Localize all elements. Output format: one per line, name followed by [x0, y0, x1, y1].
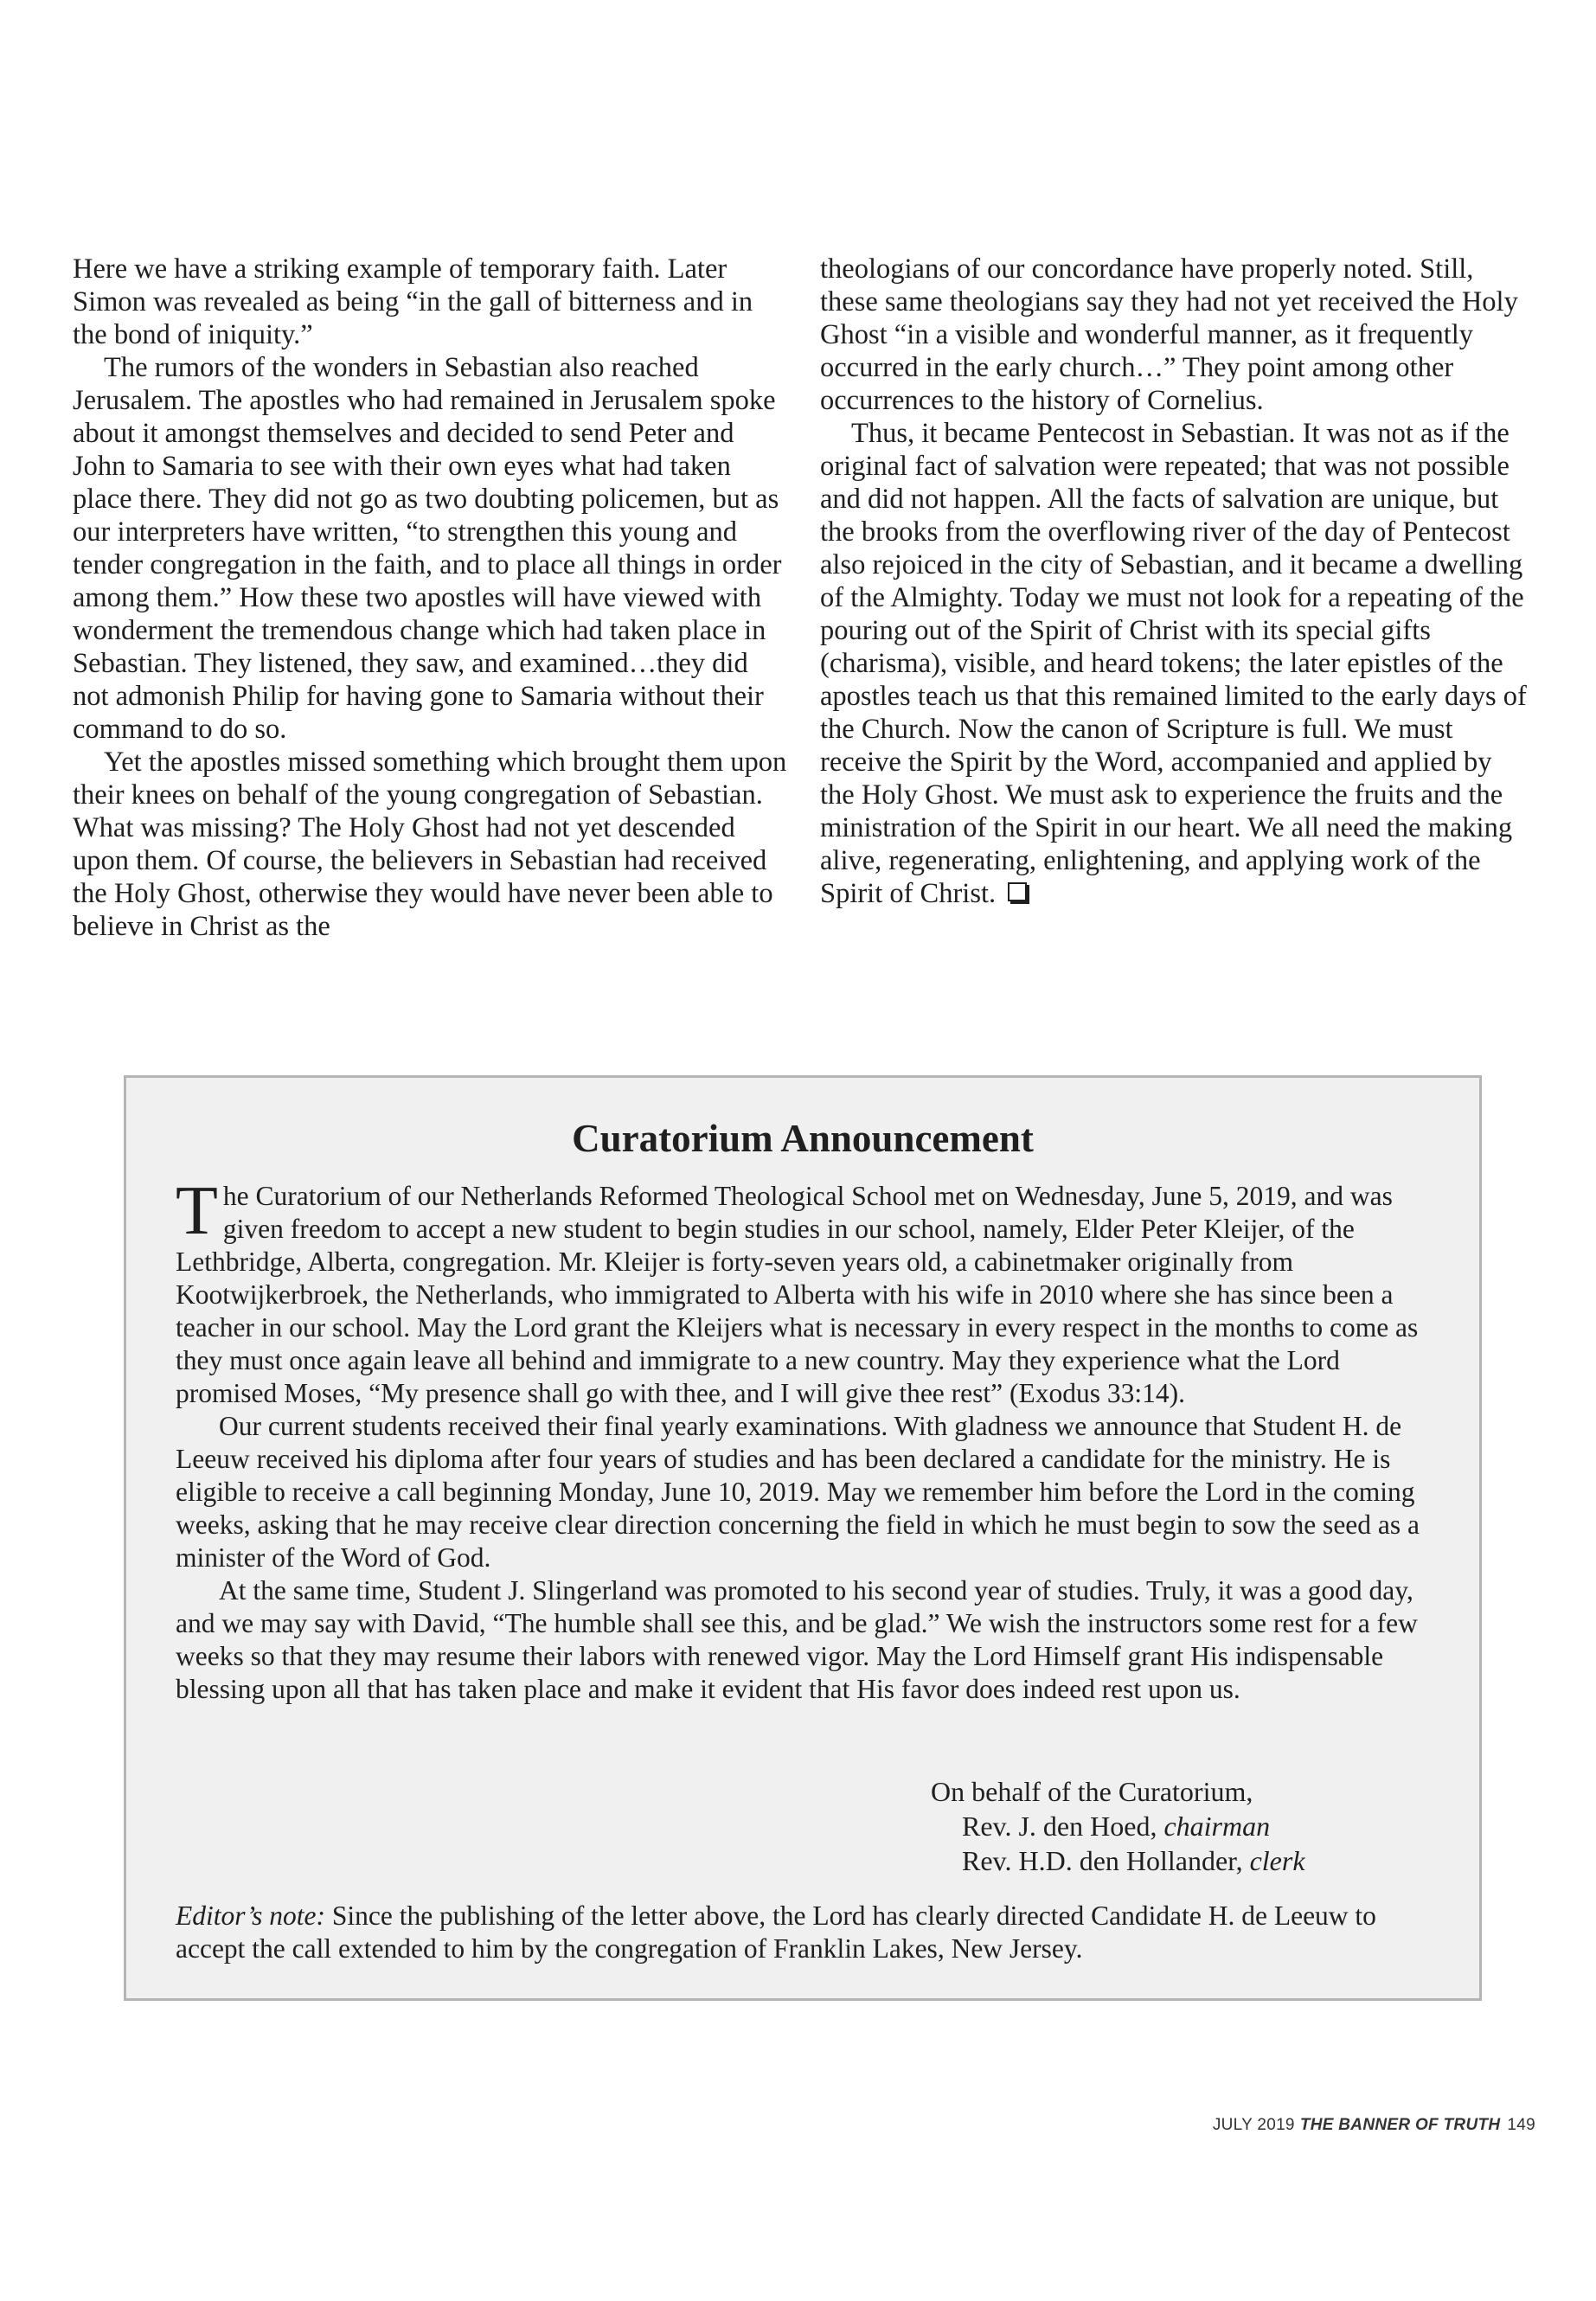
announcement-paragraph: At the same time, Student J. Slingerland was promoted to his second year of studies. Truly, it was a good day, and we may say with David, “The humble shall see this, and be glad.” We wish the instructors some rest for a few weeks so that they may resume their labors with renewed vigor. May the Lord Himself grant His indispensable blessing upon all that has taken place and make it evident that His favor does indeed rest upon us. — [176, 1575, 1418, 1704]
article-paragraph: theologians of our concordance have properly noted. Still, these same theologians say they had not yet received the Holy Ghost “in a visible and wonderful manner, as it frequently occurred in the early church…” They point among other occurrences to the history of Cornelius. — [820, 253, 1518, 416]
chairman-name: Rev. J. den Hoed, — [962, 1811, 1164, 1842]
end-of-article-icon — [1008, 882, 1027, 901]
article-left-column — [73, 253, 791, 943]
article-paragraph: Here we have a striking example of temporary faith. Later Simon was revealed as being “in the gall of bitterness and in the bond of iniquity.” — [73, 253, 753, 350]
drop-cap: T — [176, 1173, 218, 1249]
signature-chairman — [931, 1809, 1305, 1843]
editor-note — [176, 1900, 1430, 1965]
announcement-body — [176, 1173, 1430, 1706]
article-paragraph: Yet the apostles missed something which brought them upon their knees on behalf of the young congregation of Sebastian. What was missing? The Holy Ghost had not yet descended upon them. Of course, the believers in Sebastian had received the Holy Ghost, otherwise they would have never been able to believe in Christ as the — [73, 747, 787, 942]
footer-issue: JULY 2019 — [1212, 2116, 1295, 2134]
footer-publication: THE BANNER OF TRUTH — [1299, 2116, 1501, 2134]
article-right-column — [820, 253, 1529, 910]
page-footer — [1213, 2116, 1535, 2135]
footer-page-number: 149 — [1507, 2116, 1535, 2134]
editor-note-label: Editor’s note: — [176, 1900, 325, 1931]
article-paragraph-text: Thus, it became Pentecost in Sebastian. It was not as if the original fact of salvation were repeated; that was not possible and did not happen. All the facts of salvation are unique, but the brooks from the overflowing river of the day of Pentecost also rejoiced in the city of Sebastian, and it became a dwelling of the Almighty. Today we must not look for a repeating of the pouring out of the Spirit of Christ with its special gifts (charisma), visible, and heard tokens; the later epistles of the apostles teach us that this remained limited to the early days of the Church. Now the canon of Scripture is full. We must receive the Spirit by the Word, accompanied and applied by the Holy Ghost. We must ask to experience the fruits and the ministration of the Spirit in our heart. We all need the making alive, regenerating, enlightening, and applying work of the Spirit of Christ. — [820, 418, 1527, 909]
announcement-title: Curatorium Announcement — [572, 1117, 1034, 1160]
signature-clerk — [931, 1843, 1305, 1878]
signature-block — [931, 1774, 1305, 1878]
signature-intro: On behalf of the Curatorium, — [931, 1776, 1253, 1807]
announcement-paragraph — [176, 1173, 1430, 1410]
clerk-name: Rev. H.D. den Hollander, — [962, 1845, 1250, 1876]
article-paragraph: The rumors of the wonders in Sebastian also reached Jerusalem. The apostles who had remained in Jerusalem spoke about it amongst themselves and decided to send Peter and John to Samaria to see with their own eyes what had taken place there. They did not go as two doubting policemen, but as our interpreters have written, “to strengthen this young and tender congregation in the faith, and to place all things in order among them.” How these two apostles will have viewed with wonderment the tremendous change which had taken place in Sebastian. They listened, they saw, and examined…they did not admonish Philip for having gone to Samaria without their command to do so. — [73, 352, 782, 745]
article-paragraph-last — [820, 417, 1529, 910]
chairman-role: chairman — [1163, 1811, 1271, 1842]
announcement-paragraph: Our current students received their final yearly examinations. With gladness we announce that Student H. de Leeuw received his diploma after four years of studies and has been declared a candidate for the ministry. He is eligible to receive a call beginning Monday, June 10, 2019. May we remember him before the Lord in the coming weeks, asking that he may receive clear direction concerning the field in which he must begin to sow the seed as a minister of the Word of God. — [176, 1411, 1420, 1573]
clerk-role: clerk — [1249, 1845, 1305, 1876]
announcement-box — [124, 1075, 1482, 2001]
editor-note-text: Since the publishing of the letter above, the Lord has clearly directed Candidate H. de Leeuw to accept the call extended to him by the congregation of Franklin Lakes, New Jersey. — [176, 1900, 1376, 1964]
announcement-paragraph-text: he Curatorium of our Netherlands Reformed Theological School met on Wednesday, June 5, 2019, and was given freedom to accept a new student to begin studies in our school, namely, Elder Peter Kleijer, of the Lethbridge, Alberta, congregation. Mr. Kleijer is forty-seven years old, a cabinetmaker originally from Kootwijkerbroek, the Netherlands, who immigrated to Alberta with his wife in 2010 where she has since been a teacher in our school. May the Lord grant the Kleijers what is necessary in every respect in the months to come as they must once again leave all behind and immigrate to a new country. May they experience what the Lord promised Moses, “My presence shall go with thee, and I will give thee rest” (Exodus 33:14). — [176, 1181, 1419, 1408]
